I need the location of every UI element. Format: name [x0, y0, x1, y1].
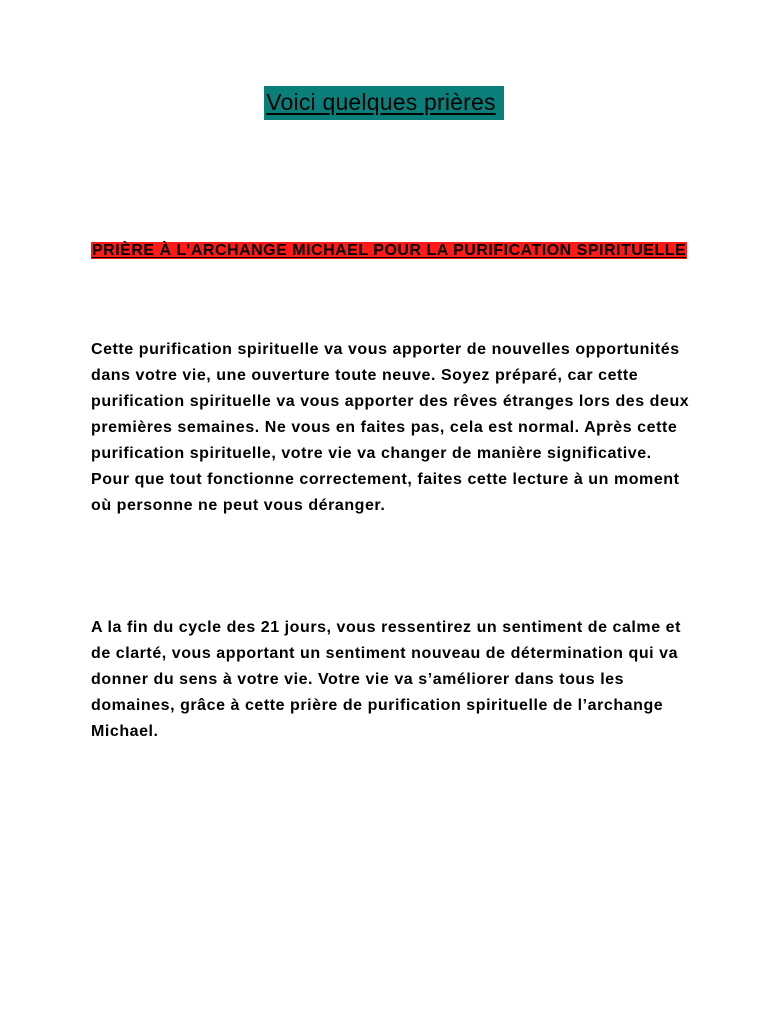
paragraph-cycle: A la fin du cycle des 21 jours, vous ressentirez un sentiment de calme et de clarté, vous apportant un sentiment nouveau de détermination qui va donner du sens à votre vie. Votre vie va s’améliorer dans tous les domaines, grâce à cette prière de purification spirituelle de l’archange Michael. [91, 619, 681, 740]
page-title: Voici quelques prières [264, 86, 503, 120]
prayer-heading-block [91, 238, 691, 264]
prayer-heading: PRIÈRE À L’ARCHANGE MICHAEL POUR LA PURIFICATION SPIRITUELLE [92, 242, 687, 259]
title-container [0, 86, 768, 120]
paragraph-intro: Cette purification spirituelle va vous apporter de nouvelles opportunités dans votre vie, une ouverture toute neuve. Soyez préparé, car cette purification spirituelle va vous apporter des rêves étranges lors des deux premières semaines. Ne vous en faites pas, cela est normal. Après cette purification spirituelle, votre vie va changer de manière significative. Pour que tout fonctionne correctement, faites cette lecture à un moment où personne ne peut vous déranger. [91, 341, 690, 514]
